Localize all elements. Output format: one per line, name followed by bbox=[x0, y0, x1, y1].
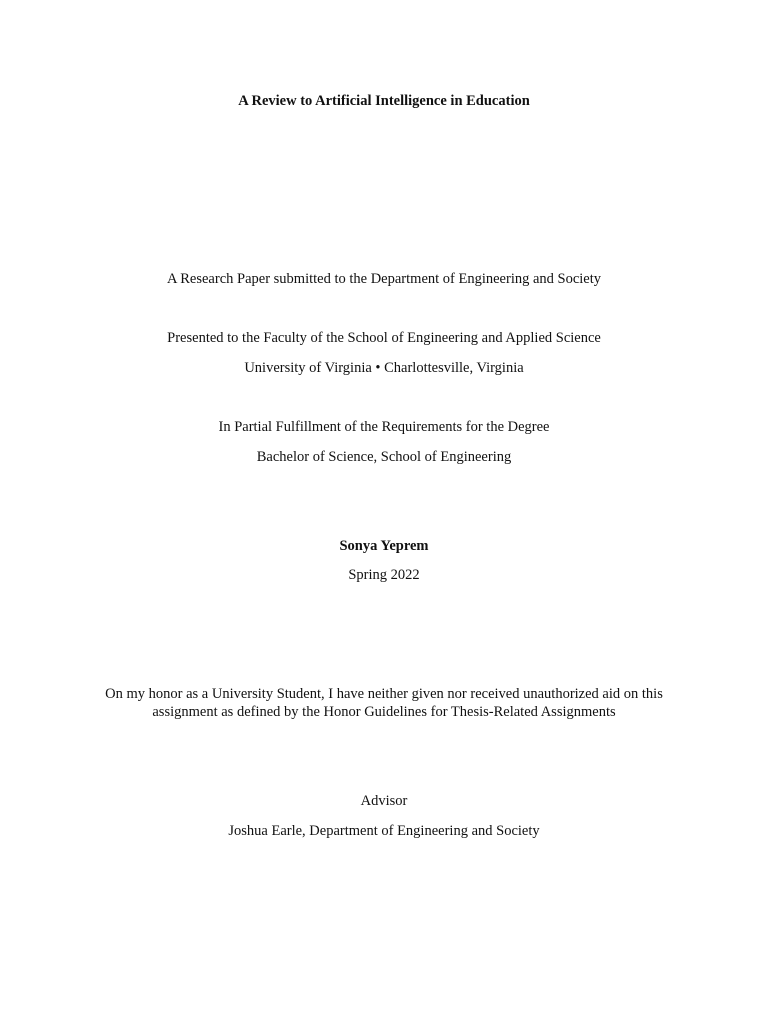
honor-pledge bbox=[60, 685, 708, 721]
honor-pledge-line-2: assignment as defined by the Honor Guidelines for Thesis-Related Assignments bbox=[152, 704, 616, 720]
honor-pledge-line-1: On my honor as a University Student, I have neither given nor received unauthorized aid on this bbox=[105, 686, 663, 702]
author-name: Sonya Yeprem bbox=[339, 538, 429, 554]
university-location: University of Virginia • Charlottesville, Virginia bbox=[244, 360, 524, 376]
fulfillment-statement: In Partial Fulfillment of the Requirements for the Degree bbox=[218, 419, 550, 435]
submission-statement: A Research Paper submitted to the Department of Engineering and Society bbox=[166, 271, 602, 287]
paper-title: A Review to Artificial Intelligence in Education bbox=[238, 93, 530, 109]
presented-to: Presented to the Faculty of the School of Engineering and Applied Science bbox=[167, 330, 601, 346]
term: Spring 2022 bbox=[348, 567, 420, 583]
degree: Bachelor of Science, School of Engineering bbox=[256, 449, 512, 465]
advisor-label: Advisor bbox=[360, 793, 408, 809]
advisor-name: Joshua Earle, Department of Engineering and Society bbox=[228, 823, 540, 839]
